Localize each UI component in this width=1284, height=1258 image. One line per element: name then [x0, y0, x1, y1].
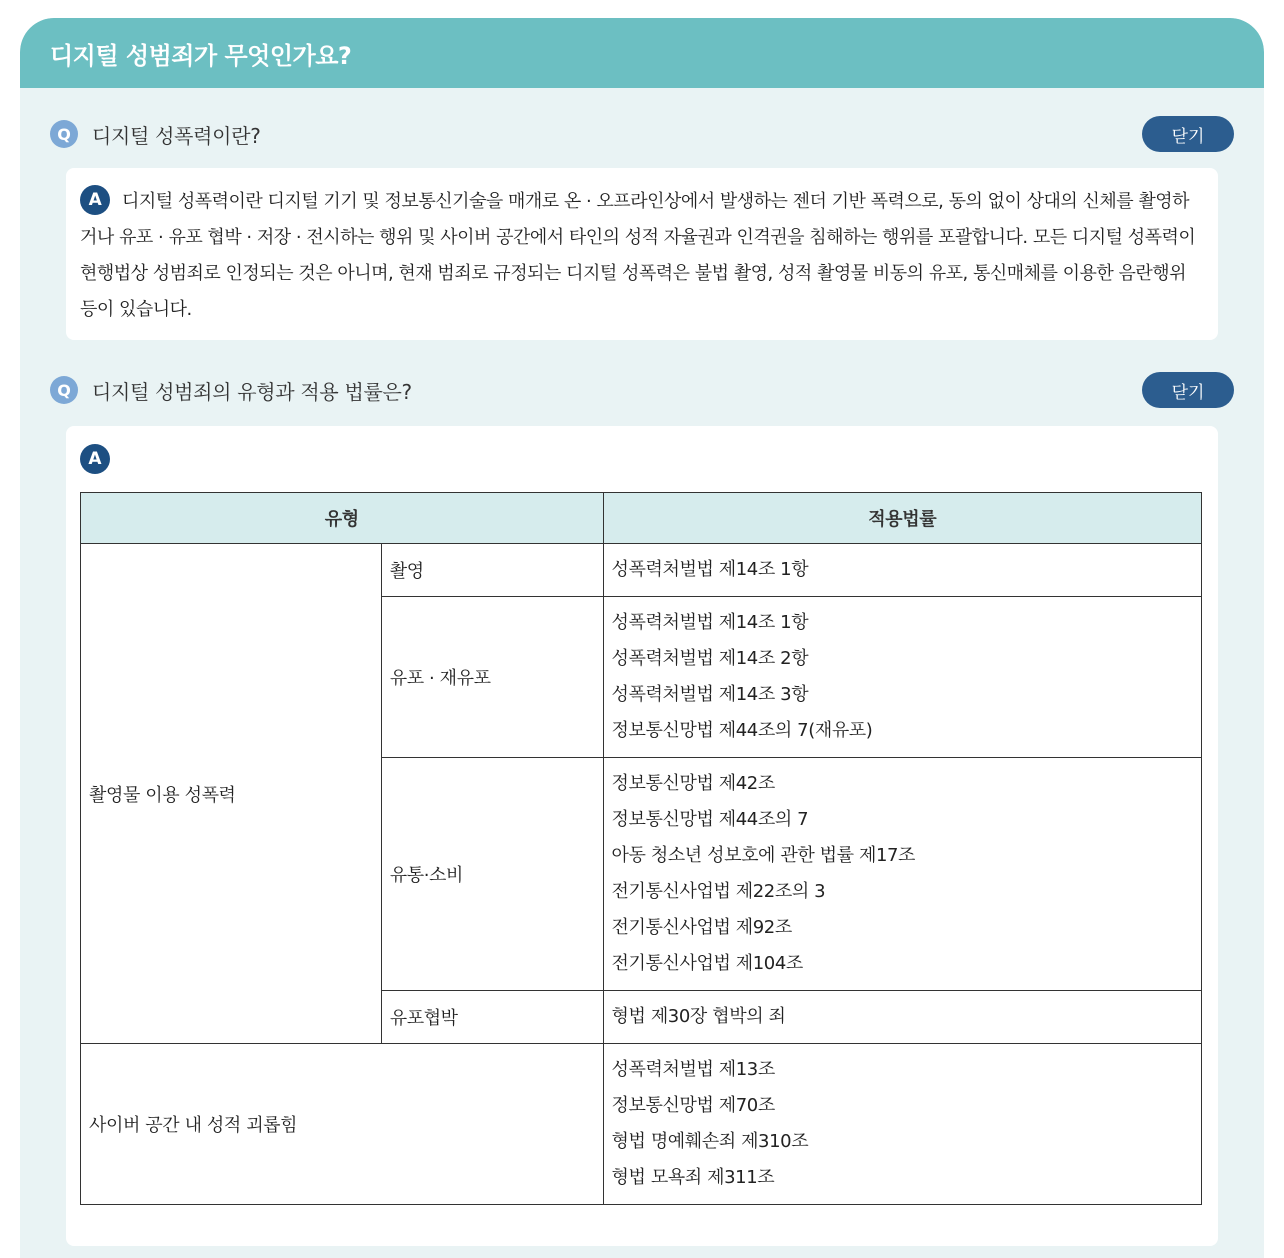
question-text[interactable]: 디지털 성범죄의 유형과 적용 법률은? — [92, 379, 412, 404]
faq-panel — [20, 18, 1264, 1258]
panel-header — [20, 18, 1264, 88]
law-item: 정보통신망법 제42조 — [611, 773, 775, 794]
laws-cell — [603, 597, 1201, 758]
laws-cell — [603, 991, 1201, 1044]
laws-cell — [603, 758, 1201, 991]
law-item: 전기통신사업법 제92조 — [611, 917, 792, 938]
subtype-cell: 유통·소비 — [381, 758, 603, 991]
law-table — [80, 492, 1202, 1205]
table-header-row — [81, 493, 1202, 544]
law-item: 형법 모욕죄 제311조 — [611, 1167, 775, 1188]
answer-text: 디지털 성폭력이란 디지털 기기 및 정보통신기술을 매개로 온 · 오프라인상에서 발생하는 젠더 기반 폭력으로, 동의 없이 상대의 신체를 촬영하거나 유포 · 유포 협박 · 저장 · 전시하는 행위 및 사이버 공간에서 타인의 성적 자율권과 인격권을 침해하는 행위를 포괄합니다. 모든 디지털 성폭력이 현행법상 성범죄로 인정되는 것은 아니며, 현재 범죄로 규정되는 디지털 성폭력은 불법 촬영, 성적 촬영물 비동의 유포, 통신매체를 이용한 음란행위 등이 있습니다. — [80, 191, 1196, 320]
answer-badge-icon: A — [80, 444, 110, 474]
law-item: 성폭력처벌법 제14조 3항 — [611, 684, 809, 705]
law-item: 전기통신사업법 제104조 — [611, 953, 803, 974]
law-item: 성폭력처벌법 제14조 2항 — [611, 648, 809, 669]
question-row-2[interactable] — [50, 370, 1234, 410]
law-item: 전기통신사업법 제22조의 3 — [611, 881, 826, 902]
answer-paragraph — [66, 168, 1218, 328]
subtype-cell: 촬영 — [381, 544, 603, 597]
subtype-cell: 유포 · 재유포 — [381, 597, 603, 758]
header-laws: 적용법률 — [603, 493, 1201, 544]
law-item: 정보통신망법 제44조의 7(재유포) — [611, 720, 873, 741]
close-button[interactable]: 닫기 — [1142, 372, 1234, 408]
table-row — [81, 544, 1202, 597]
question-badge-icon: Q — [50, 376, 78, 404]
law-item: 아동 청소년 성보호에 관한 법률 제17조 — [611, 845, 916, 866]
close-button[interactable]: 닫기 — [1142, 116, 1234, 152]
law-item: 성폭력처벌법 제14조 1항 — [611, 612, 809, 633]
answer-box-2 — [66, 426, 1218, 1246]
answer-box-1 — [66, 168, 1218, 340]
subtype-cell: 유포협박 — [381, 991, 603, 1044]
question-badge-icon: Q — [50, 120, 78, 148]
law-item: 형법 제30장 협박의 죄 — [611, 1006, 786, 1027]
law-item: 성폭력처벌법 제14조 1항 — [611, 559, 809, 580]
header-type: 유형 — [81, 493, 604, 544]
law-item: 형법 명예훼손죄 제310조 — [611, 1131, 809, 1152]
answer-badge-icon: A — [80, 185, 110, 215]
table-row — [81, 1044, 1202, 1205]
category-cell: 촬영물 이용 성폭력 — [81, 544, 382, 1044]
laws-cell — [603, 1044, 1201, 1205]
law-item: 정보통신망법 제44조의 7 — [611, 809, 809, 830]
panel-title: 디지털 성범죄가 무엇인가요? — [50, 41, 352, 70]
laws-cell — [603, 544, 1201, 597]
law-item: 성폭력처벌법 제13조 — [611, 1059, 775, 1080]
category-cell: 사이버 공간 내 성적 괴롭힘 — [81, 1044, 604, 1205]
law-item: 정보통신망법 제70조 — [611, 1095, 775, 1116]
question-text[interactable]: 디지털 성폭력이란? — [92, 123, 261, 148]
question-row-1[interactable] — [50, 114, 1234, 154]
